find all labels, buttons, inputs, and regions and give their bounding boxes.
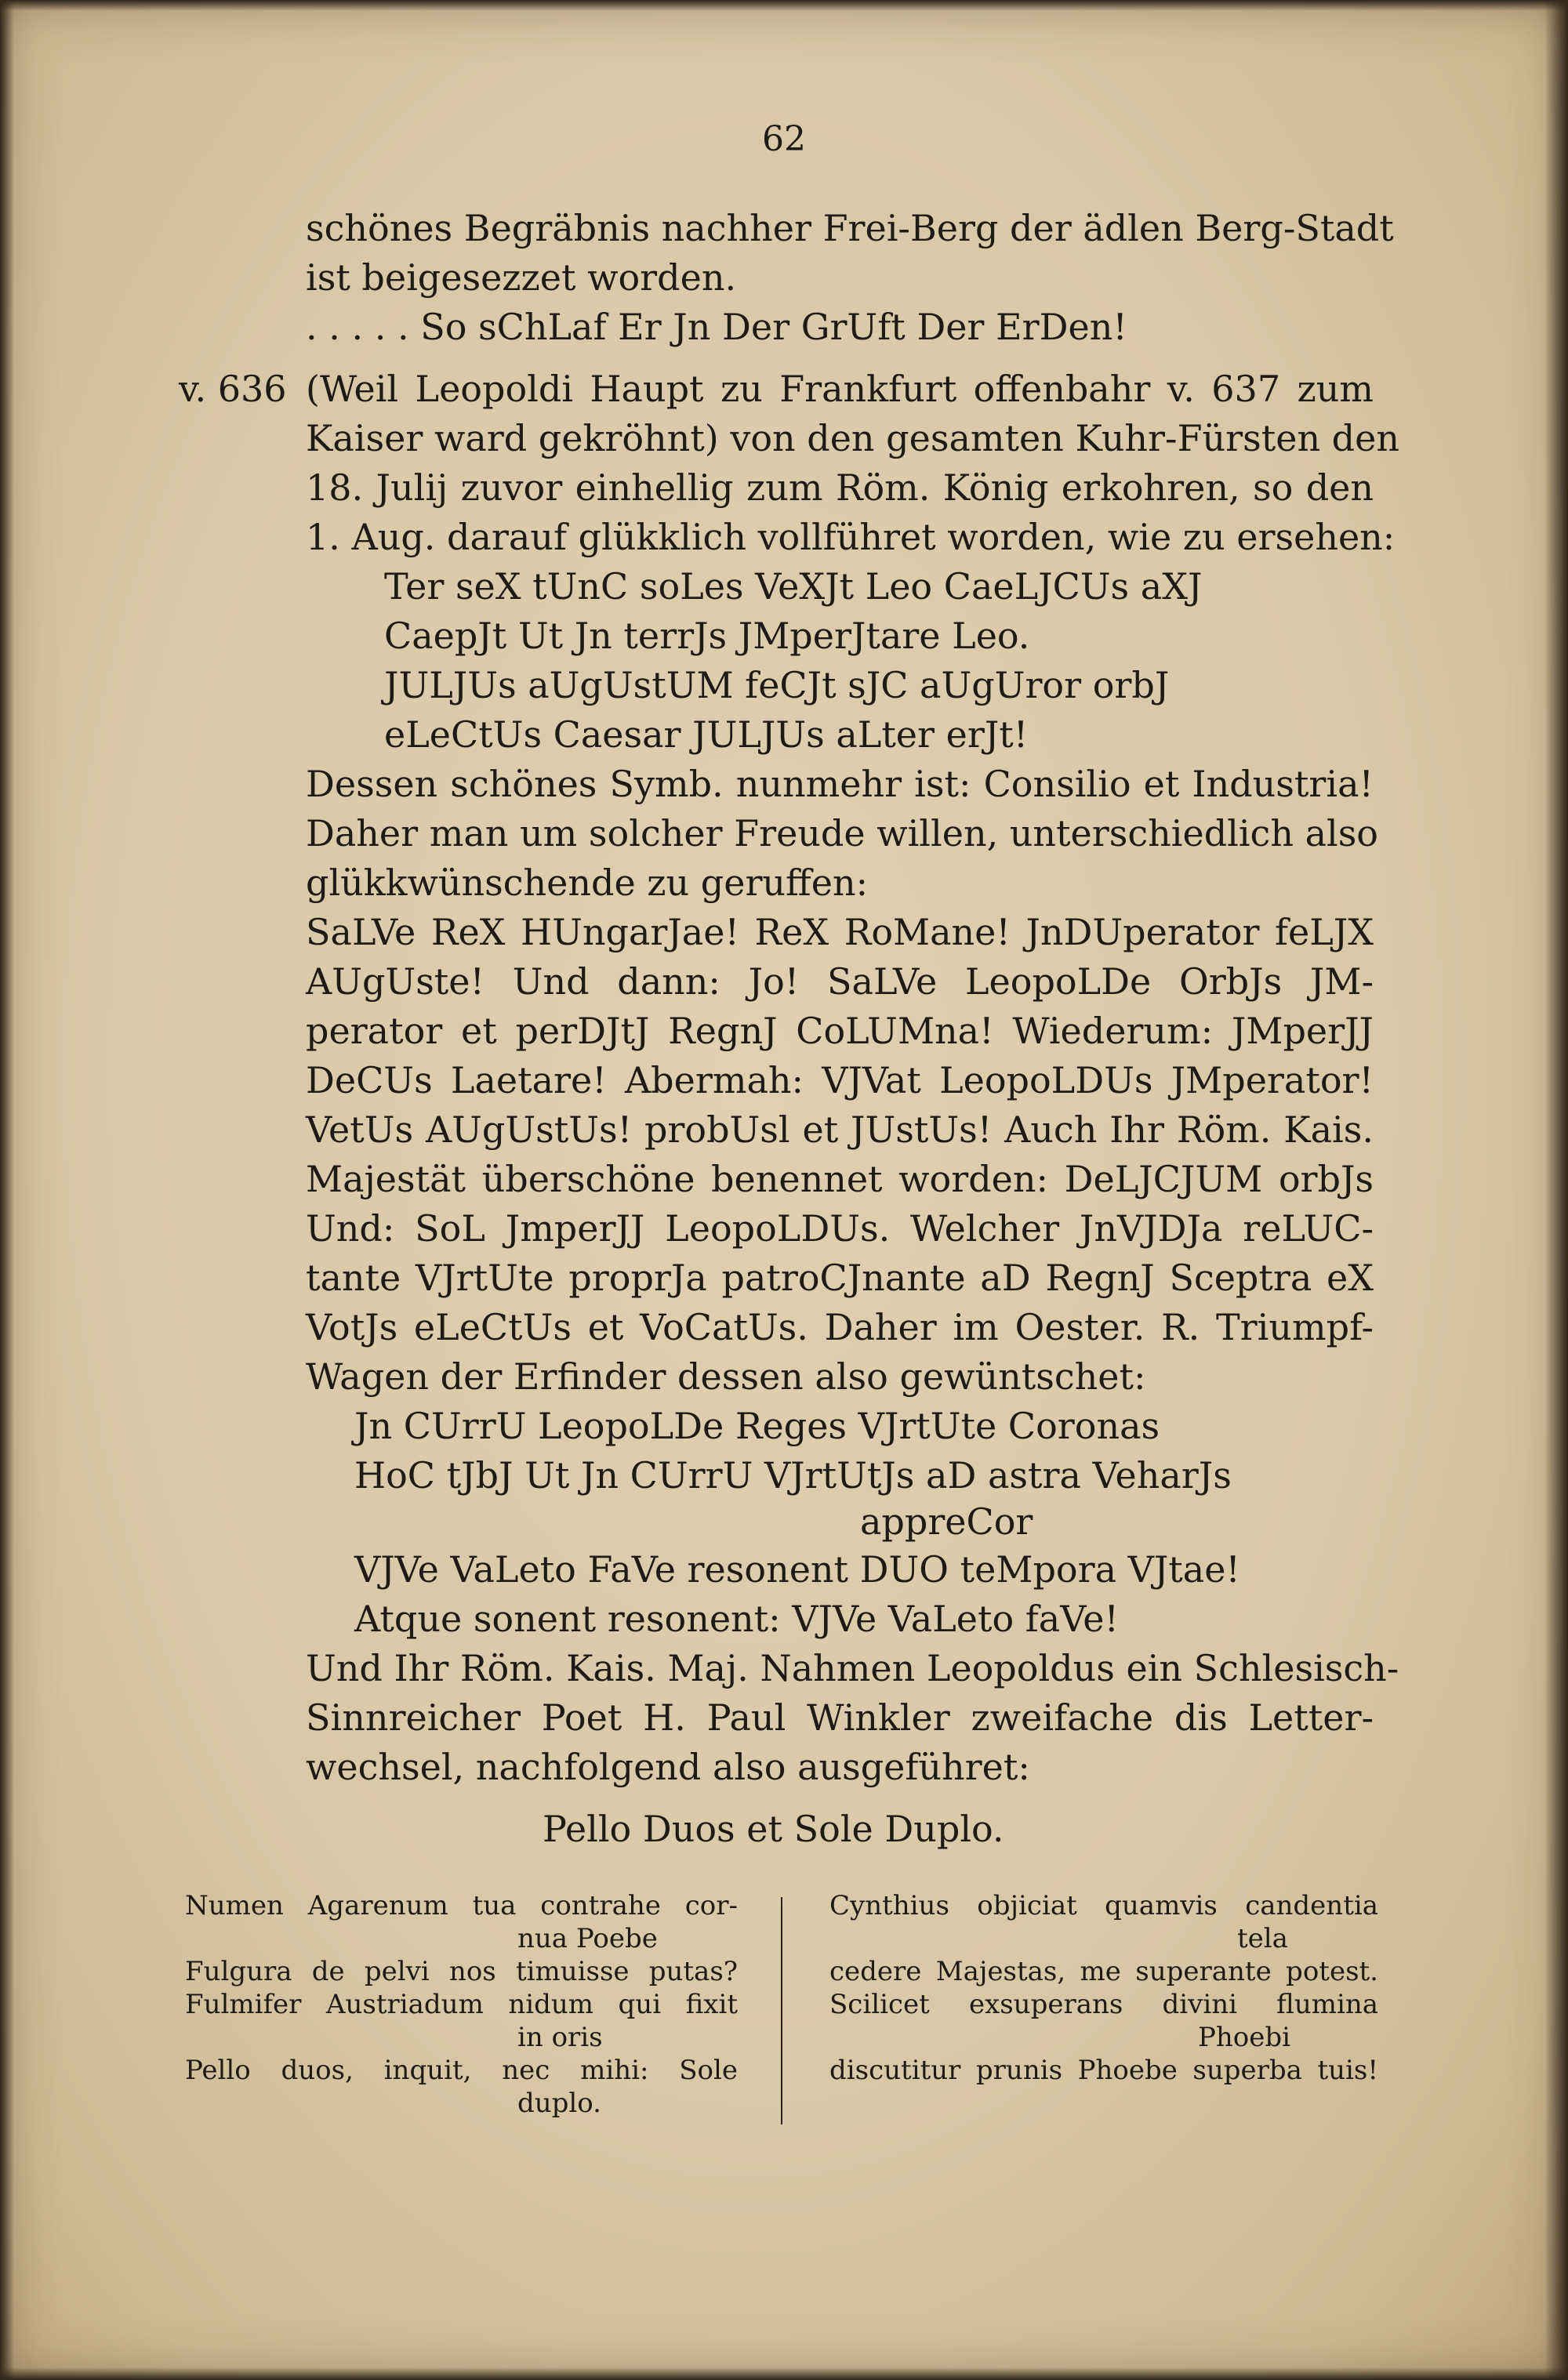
page-right-edge	[1544, 0, 1568, 2380]
text-line: Und: SoL JmperJJ LeopoLDUs. Welcher JnVJDJa reLUC-	[306, 1207, 1374, 1250]
verse-line: eLeCtUs Caesar JULJUs aLter erJt!	[384, 713, 1029, 756]
text-line: glükkwünschende zu geruffen:	[306, 862, 869, 904]
verse-line: appreCor	[860, 1500, 1033, 1543]
page-top-edge	[0, 0, 1568, 11]
poem-left-line: duplo.	[517, 2088, 601, 2119]
verse-line: CaepJt Ut Jn terrJs JMperJtare Leo.	[384, 615, 1030, 657]
text-line: 1. Aug. darauf glükklich vollführet worden, wie zu ersehen:	[306, 516, 1396, 558]
text-line: (Weil Leopoldi Haupt zu Frankfurt offenbahr v. 637 zum	[306, 368, 1374, 410]
poem-right-line: discutitur prunis Phoebe superba tuis!	[829, 2055, 1378, 2086]
poem-title: Pello Duos et Sole Duplo.	[543, 1808, 1004, 1850]
text-line: tante VJrtUte proprJa patroCJnante aD RegnJ Sceptra eX	[306, 1257, 1374, 1299]
poem-left-line: Pello duos, inquit, nec mihi: Sole	[185, 2055, 738, 2086]
verse-line: Jn CUrrU LeopoLDe Reges VJrtUte Coronas	[354, 1405, 1160, 1447]
text-line: VotJs eLeCtUs et VoCatUs. Daher im Oester. R. Triumpf-	[306, 1306, 1374, 1348]
poem-left-line: Fulmifer Austriadum nidum qui fixit	[185, 1989, 738, 2020]
verse-line: HoC tJbJ Ut Jn CUrrU VJrtUtJs aD astra VeharJs	[354, 1454, 1232, 1497]
poem-right-line: cedere Majestas, me superante potest.	[829, 1956, 1378, 1987]
text-line: Und Ihr Röm. Kais. Maj. Nahmen Leopoldus ein Schlesisch-	[306, 1647, 1399, 1689]
text-line: VetUs AUgUstUs! probUsl et JUstUs! Auch Ihr Röm. Kais.	[306, 1108, 1374, 1151]
text-line: Dessen schönes Symb. nunmehr ist: Consilio et Industria!	[306, 763, 1374, 805]
page-bottom-edge	[0, 2367, 1568, 2380]
verse-line: JULJUs aUgUstUM feCJt sJC aUgUror orbJ	[384, 664, 1170, 706]
poem-right-line: Phoebi	[1198, 2022, 1291, 2053]
text-line: ist beigesezzet worden.	[306, 256, 737, 299]
page-left-edge	[0, 0, 14, 2380]
poem-right-line: Cynthius objiciat quamvis candentia	[829, 1890, 1378, 1921]
poem-left-line: nua Poebe	[517, 1923, 658, 1954]
text-line: Kaiser ward gekröhnt) von den gesamten Kuhr-Fürsten den	[306, 417, 1399, 459]
verse-line: VJVe VaLeto FaVe resonent DUO teMpora VJtae!	[354, 1548, 1240, 1591]
verse-marker: v. 636	[179, 368, 287, 410]
text-line: schönes Begräbnis nachher Frei-Berg der ädlen Berg-Stadt	[306, 207, 1394, 249]
poem-right-line: tela	[1237, 1923, 1288, 1954]
page-number: 62	[762, 119, 806, 159]
text-line: Wagen der Erfinder dessen also gewüntschet:	[306, 1355, 1146, 1398]
text-line: wechsel, nachfolgend also ausgeführet:	[306, 1746, 1030, 1788]
poem-left-line: Fulgura de pelvi nos timuisse putas?	[185, 1956, 738, 1987]
text-line: SaLVe ReX HUngarJae! ReX RoMane! JnDUperator feLJX	[306, 911, 1374, 953]
column-divider	[781, 1897, 782, 2124]
poem-right-line: Scilicet exsuperans divini flumina	[829, 1989, 1378, 2020]
text-line: Majestät überschöne benennet worden: DeLJCJUM orbJs	[306, 1158, 1374, 1200]
verse-line: Atque sonent resonent: VJVe VaLeto faVe!	[354, 1598, 1119, 1640]
text-line: Daher man um solcher Freude willen, unterschiedlich also	[306, 812, 1379, 854]
poem-left-line: in oris	[517, 2022, 603, 2053]
text-line: Sinnreicher Poet H. Paul Winkler zweifache dis Letter-	[306, 1696, 1374, 1739]
text-line: 18. Julij zuvor einhellig zum Röm. König erkohren, so den	[306, 466, 1374, 509]
text-line: DeCUs Laetare! Abermah: VJVat LeopoLDUs JMperator!	[306, 1059, 1374, 1101]
text-line: . . . . . So sChLaf Er Jn Der GrUft Der ErDen!	[306, 306, 1127, 348]
poem-left-line: Numen Agarenum tua contrahe cor-	[185, 1890, 738, 1921]
text-line: perator et perDJtJ RegnJ CoLUMna! Wiederum: JMperJJ	[306, 1010, 1374, 1052]
verse-line: Ter seX tUnC soLes VeXJt Leo CaeLJCUs aXJ	[384, 565, 1203, 608]
text-line: AUgUste! Und dann: Jo! SaLVe LeopoLDe OrbJs JM-	[306, 960, 1374, 1003]
